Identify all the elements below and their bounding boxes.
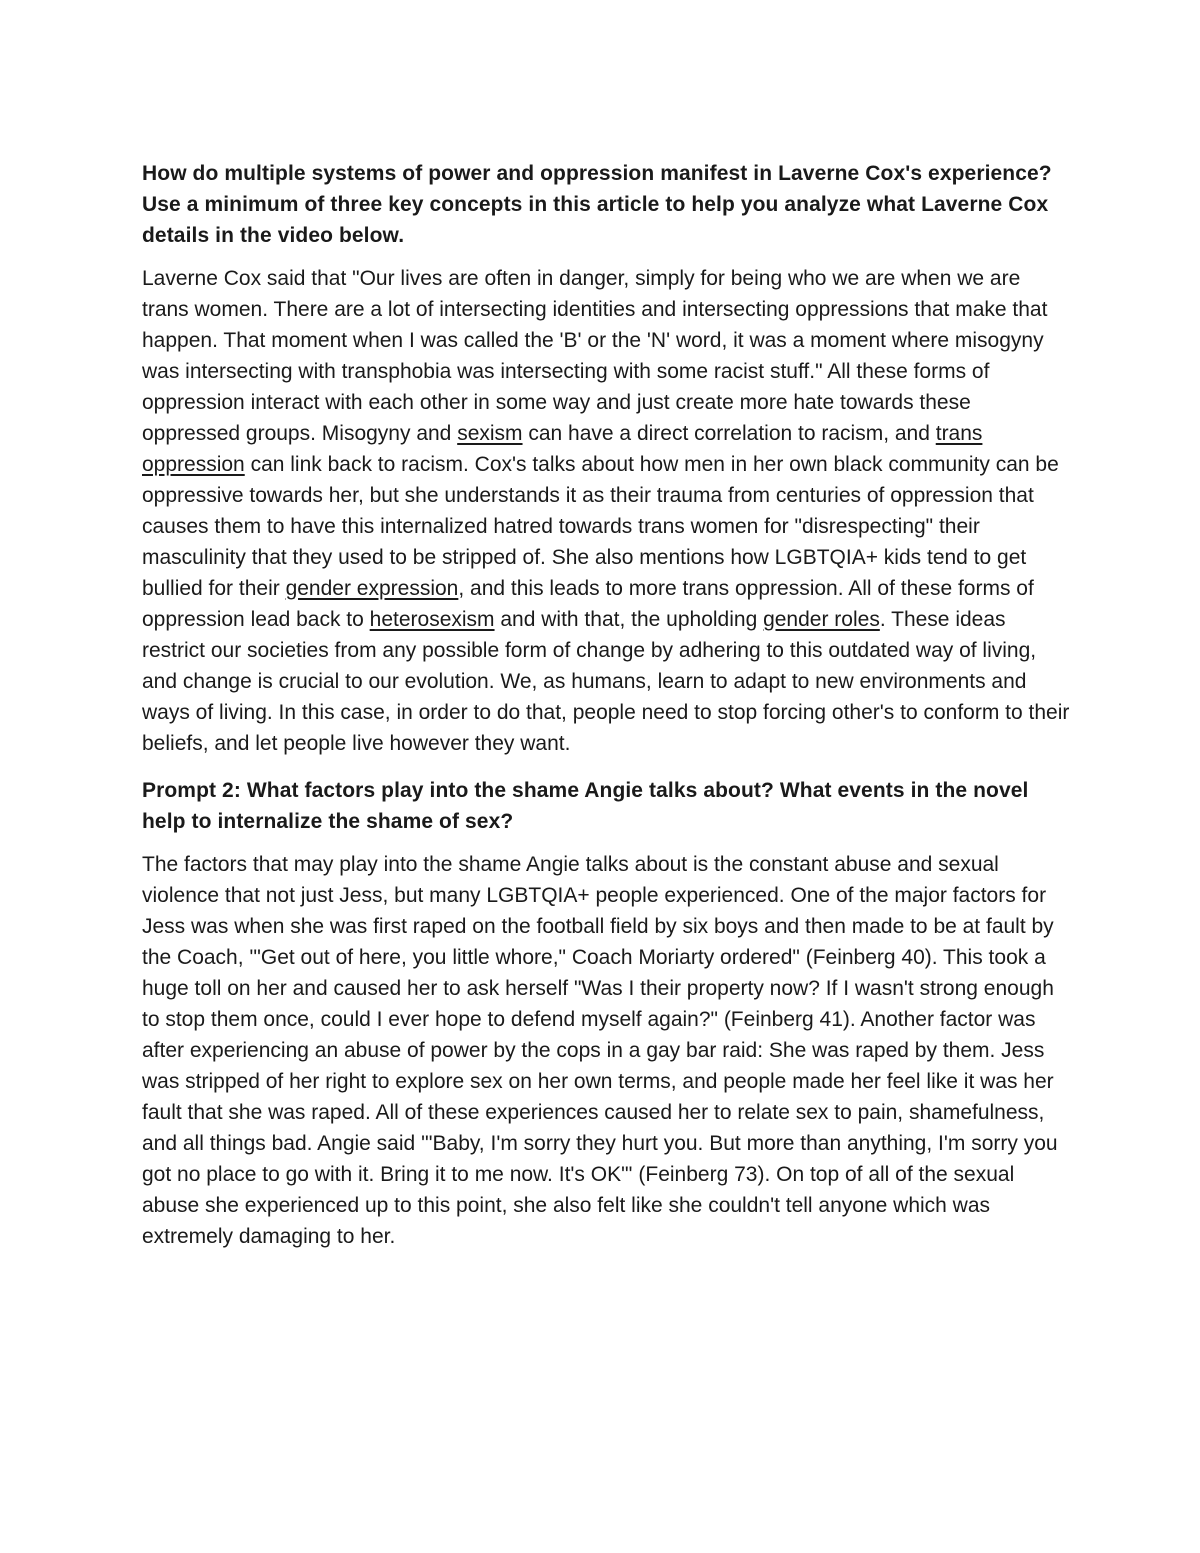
section2-heading: Prompt 2: What factors play into the shame Angie talks about? What events in the novel help to internalize the shame of sex? — [142, 779, 1029, 833]
body-text: can link back to racism. Cox's talks about how men in her own black community can be oppressive towards her, but she understands it as their trauma from centuries of oppression that causes them to have this internalized hatred towards trans women for "disrespecting" their masculinity that they used to be stripped of. She also mentions how LGBTQIA+ kids tend to get bullied for their — [142, 453, 1059, 600]
underlined-term-sexism: sexism — [457, 422, 523, 445]
section1-heading: How do multiple systems of power and oppression manifest in Laverne Cox's experience? Use a minimum of three key concepts in this article to help you analyze what Laverne Cox details in the video below. — [142, 162, 1052, 247]
underlined-term-gender-expression: gender expression — [285, 577, 459, 600]
section1-body — [142, 263, 1072, 759]
section2-body: The factors that may play into the shame Angie talks about is the constant abuse and sexual violence that not just Jess, but many LGBTQIA+ people experienced. One of the major factors for Jess was when she was first raped on the football field by six boys and then made to be at fault by the Coach, '"Get out of here, you little whore," Coach Moriarty ordered" (Feinberg 40). This took a huge toll on her and caused her to ask herself "Was I their property now? If I wasn't strong enough to stop them once, could I ever hope to defend myself again?" (Feinberg 41). Another factor was after experiencing an abuse of power by the cops in a gay bar raid: She was raped by them. Jess was stripped of her right to explore sex on her own terms, and people made her feel like it was her fault that she was raped. All of these experiences caused her to relate sex to pain, shamefulness, and all things bad. Angie said '"Baby, I'm sorry they hurt you. But more than anything, I'm sorry you got no place to go with it. Bring it to me now. It's OK"' (Feinberg 73). On top of all of the sexual abuse she experienced up to this point, she also felt like she couldn't tell anyone which was extremely damaging to her. — [142, 853, 1058, 1248]
underlined-term-gender-roles: gender roles — [763, 608, 880, 631]
body-text: Laverne Cox said that "Our lives are often in danger, simply for being who we are when we are trans women. There are a lot of intersecting identities and intersecting oppressions that make that happen. That moment when I was called the 'B' or the 'N' word, it was a moment where misogyny was intersecting with transphobia was intersecting with some racist stuff." All these forms of oppression interact with each other in some way and just create more hate towards these oppressed groups. Misogyny and — [142, 267, 1048, 445]
document-page — [142, 158, 1072, 1268]
body-text: can have a direct correlation to racism, and — [522, 422, 936, 445]
body-text: and with that, the upholding — [494, 608, 764, 631]
body-text: . These ideas restrict our societies from any possible form of change by adhering to this outdated way of living, and change is crucial to our evolution. We, as humans, learn to adapt to new environments and ways of living. In this case, in order to do that, people need to stop forcing other's to conform to their beliefs, and let people live however they want. — [142, 608, 1070, 755]
underlined-term-trans-oppression: trans oppression — [142, 422, 983, 476]
body-text: , and this leads to more trans oppression. All of these forms of oppression lead back to — [142, 577, 1034, 631]
underlined-term-heterosexism: heterosexism — [369, 608, 495, 631]
